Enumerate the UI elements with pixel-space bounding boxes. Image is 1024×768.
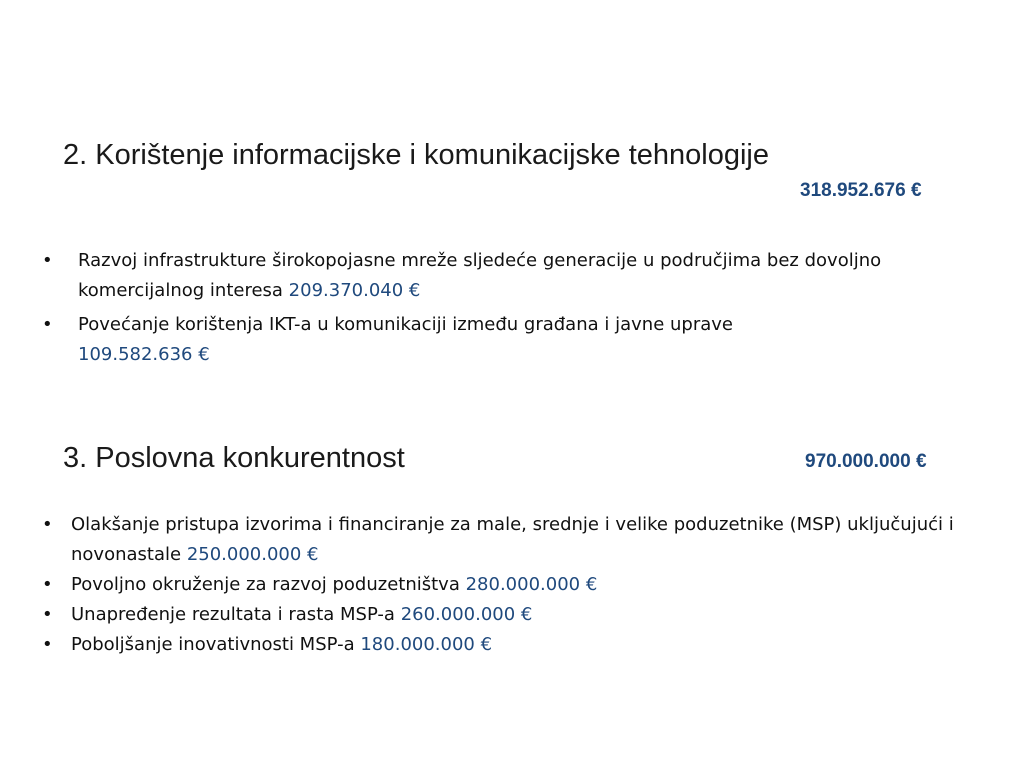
list-item [42, 630, 982, 660]
item-amount: 180.000.000 € [360, 634, 493, 655]
bullet-glyph: • [42, 634, 53, 655]
item-amount: 280.000.000 € [465, 574, 598, 595]
item-text: Razvoj infrastrukture širokopojasne mreže sljedeće generacije u područjima bez dovoljno komercijalnog interesa [78, 250, 882, 301]
bullet-glyph: • [42, 250, 53, 271]
item-text: Povećanje korištenja IKT-a u komunikaciji između građana i javne uprave [78, 314, 733, 335]
bullet-glyph: • [42, 514, 53, 535]
section-total-business: 970.000.000 € [805, 451, 927, 472]
list-item [42, 310, 942, 370]
item-amount: 209.370.040 € [288, 280, 421, 301]
list-item [42, 570, 982, 600]
item-amount: 260.000.000 € [400, 604, 533, 625]
item-text: Poboljšanje inovativnosti MSP-a [71, 634, 355, 655]
item-text: Olakšanje pristupa izvorima i financiranje za male, srednje i velike poduzetnike (MSP) uključujući i novonastale [71, 514, 954, 565]
item-text: Povoljno okruženje za razvoj poduzetništva [71, 574, 460, 595]
list-item [42, 510, 982, 570]
item-amount: 109.582.636 € [78, 344, 210, 365]
section-heading-business: 3. Poslovna konkurentnost [63, 442, 405, 474]
list-item [42, 246, 942, 306]
item-text: Unapređenje rezultata i rasta MSP-a [71, 604, 395, 625]
bullet-glyph: • [42, 574, 53, 595]
bullet-glyph: • [42, 604, 53, 625]
list-item [42, 600, 982, 630]
bullet-glyph: • [42, 314, 53, 335]
bullet-list-ict [42, 246, 942, 374]
section-total-ict: 318.952.676 € [800, 180, 922, 201]
bullet-list-business [42, 510, 982, 660]
section-heading-ict: 2. Korištenje informacijske i komunikacijske tehnologije [63, 139, 769, 171]
item-amount: 250.000.000 € [186, 544, 319, 565]
